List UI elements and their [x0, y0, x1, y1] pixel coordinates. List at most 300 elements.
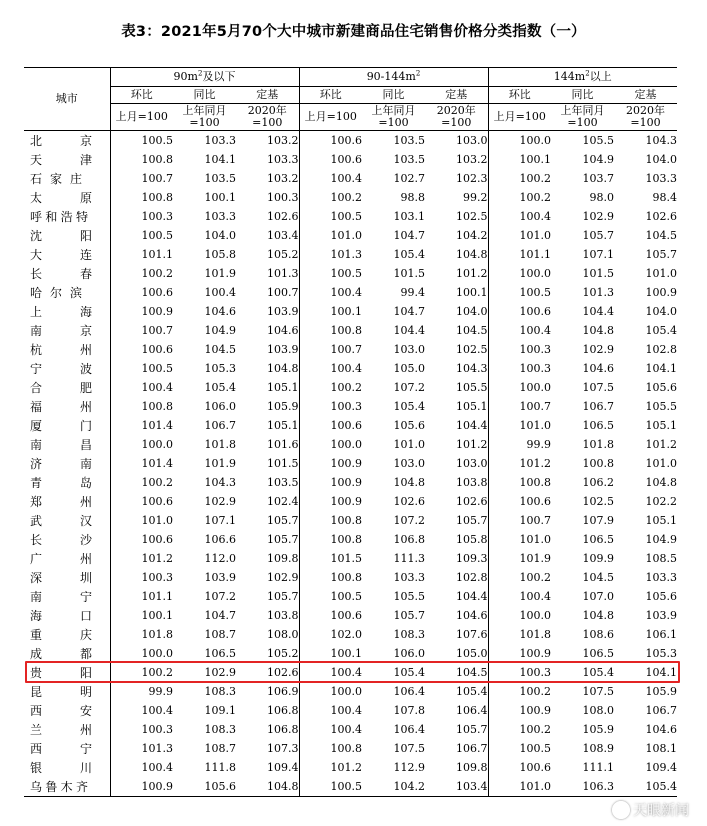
city-name: 乌鲁木齐	[24, 777, 110, 797]
city-name: 济南	[24, 454, 110, 473]
index-value: 98.0	[589, 191, 614, 204]
index-value: 103.0	[393, 343, 425, 356]
base-header-yoy: 上年同月 =100	[173, 104, 236, 131]
sub-header-mom: 环比	[110, 87, 173, 104]
index-value: 104.6	[236, 321, 299, 340]
table-row	[24, 530, 677, 549]
index-value: 102.5	[582, 495, 614, 508]
index-value: 104.8	[582, 324, 614, 337]
index-value: 104.0	[645, 153, 677, 166]
index-value: 105.7	[236, 530, 299, 549]
base-header-yoy: 上年同月 =100	[551, 104, 614, 131]
index-value: 105.4	[204, 381, 236, 394]
index-value: 103.2	[425, 150, 488, 169]
index-value: 103.3	[204, 134, 236, 147]
index-value: 105.7	[582, 229, 614, 242]
index-value: 100.0	[330, 685, 362, 698]
index-value: 104.9	[645, 533, 677, 546]
city-name: 郑州	[24, 492, 110, 511]
index-value: 102.9	[582, 343, 614, 356]
index-value: 101.0	[141, 514, 173, 527]
index-value: 100.8	[141, 400, 173, 413]
index-value: 106.4	[425, 701, 488, 720]
index-value: 100.6	[330, 134, 362, 147]
index-value: 105.8	[425, 530, 488, 549]
city-name: 天津	[24, 150, 110, 169]
index-value: 105.8	[204, 248, 236, 261]
index-value: 100.0	[141, 647, 173, 660]
index-value: 105.6	[645, 590, 677, 603]
index-value: 100.6	[330, 153, 362, 166]
index-value: 106.1	[645, 628, 677, 641]
city-name: 银川	[24, 758, 110, 777]
index-value: 106.8	[236, 720, 299, 739]
index-value: 100.4	[330, 172, 362, 185]
index-value: 101.0	[519, 229, 551, 242]
index-value: 105.2	[236, 245, 299, 264]
index-value: 106.9	[236, 682, 299, 701]
index-value: 100.4	[141, 761, 173, 774]
index-value: 111.3	[393, 552, 425, 565]
base-header-mom: 上月=100	[488, 104, 551, 131]
index-value: 100.9	[519, 647, 551, 660]
index-value: 100.9	[645, 286, 677, 299]
index-value: 105.3	[645, 647, 677, 660]
index-value: 104.8	[393, 476, 425, 489]
table-row	[24, 663, 677, 682]
index-value: 100.3	[519, 362, 551, 375]
index-value: 105.7	[425, 720, 488, 739]
index-value: 107.0	[582, 590, 614, 603]
table-row	[24, 188, 677, 207]
index-value: 100.1	[330, 647, 362, 660]
index-value: 107.9	[582, 514, 614, 527]
sub-header-mom: 环比	[299, 87, 362, 104]
index-value: 101.2	[425, 435, 488, 454]
index-value: 105.4	[645, 324, 677, 337]
index-value: 100.0	[519, 134, 551, 147]
sub-header-base: 定基	[236, 87, 299, 104]
index-value: 106.5	[582, 647, 614, 660]
index-value: 102.6	[236, 207, 299, 226]
index-value: 105.4	[393, 248, 425, 261]
index-value: 100.6	[519, 761, 551, 774]
index-value: 106.5	[582, 533, 614, 546]
index-value: 100.6	[141, 533, 173, 546]
index-value: 102.6	[645, 210, 677, 223]
index-value: 100.2	[141, 666, 173, 679]
index-value: 100.0	[519, 267, 551, 280]
city-name: 贵阳	[24, 663, 110, 682]
index-value: 100.4	[141, 704, 173, 717]
index-value: 100.8	[141, 191, 173, 204]
table-row	[24, 245, 677, 264]
index-value: 104.8	[582, 609, 614, 622]
index-value: 103.2	[236, 131, 299, 151]
index-value: 100.4	[330, 666, 362, 679]
index-value: 103.5	[393, 134, 425, 147]
index-value: 105.1	[236, 378, 299, 397]
index-value: 105.2	[236, 644, 299, 663]
index-value: 104.7	[393, 305, 425, 318]
city-name: 昆明	[24, 682, 110, 701]
index-value: 101.8	[582, 438, 614, 451]
index-value: 100.6	[519, 495, 551, 508]
index-value: 100.1	[330, 305, 362, 318]
index-value: 103.2	[236, 169, 299, 188]
index-value: 102.8	[645, 343, 677, 356]
index-value: 104.3	[425, 359, 488, 378]
index-value: 107.5	[582, 381, 614, 394]
index-value: 100.5	[330, 267, 362, 280]
index-value: 104.5	[425, 321, 488, 340]
index-value: 100.4	[330, 286, 362, 299]
index-value: 103.3	[645, 172, 677, 185]
city-name: 长沙	[24, 530, 110, 549]
index-value: 104.0	[425, 302, 488, 321]
sub-header-yoy: 同比	[173, 87, 236, 104]
table-row	[24, 606, 677, 625]
index-value: 109.3	[425, 549, 488, 568]
table-row	[24, 378, 677, 397]
index-value: 100.1	[204, 191, 236, 204]
index-value: 101.2	[141, 552, 173, 565]
index-value: 100.2	[519, 571, 551, 584]
index-value: 104.5	[645, 229, 677, 242]
index-value: 103.0	[393, 457, 425, 470]
index-value: 100.7	[141, 324, 173, 337]
index-value: 102.6	[425, 492, 488, 511]
table-row	[24, 720, 677, 739]
sub-header-yoy: 同比	[362, 87, 425, 104]
index-value: 100.2	[519, 172, 551, 185]
table-row	[24, 682, 677, 701]
index-value: 106.8	[393, 533, 425, 546]
index-value: 104.9	[582, 153, 614, 166]
index-value: 104.5	[204, 343, 236, 356]
index-value: 100.0	[330, 438, 362, 451]
index-value: 100.1	[519, 153, 551, 166]
index-value: 107.6	[425, 625, 488, 644]
index-value: 105.7	[645, 248, 677, 261]
index-value: 100.7	[236, 283, 299, 302]
table-row	[24, 302, 677, 321]
index-value: 100.1	[141, 609, 173, 622]
index-value: 100.2	[141, 267, 173, 280]
index-value: 100.0	[519, 609, 551, 622]
index-value: 103.4	[236, 226, 299, 245]
city-name: 呼和浩特	[24, 207, 110, 226]
index-value: 103.3	[393, 571, 425, 584]
city-name: 合肥	[24, 378, 110, 397]
index-value: 107.8	[393, 704, 425, 717]
index-value: 105.1	[645, 419, 677, 432]
index-value: 108.6	[582, 628, 614, 641]
index-value: 108.3	[393, 628, 425, 641]
index-value: 104.0	[645, 305, 677, 318]
index-value: 100.3	[519, 666, 551, 679]
index-value: 107.5	[393, 742, 425, 755]
index-value: 103.5	[393, 153, 425, 166]
index-value: 105.1	[645, 514, 677, 527]
index-value: 104.3	[645, 134, 677, 147]
index-value: 102.9	[582, 210, 614, 223]
index-value: 102.5	[425, 340, 488, 359]
index-value: 107.2	[393, 381, 425, 394]
index-value: 98.8	[400, 191, 425, 204]
city-name: 海口	[24, 606, 110, 625]
index-value: 103.3	[645, 571, 677, 584]
index-value: 100.2	[519, 685, 551, 698]
index-value: 105.1	[425, 397, 488, 416]
index-value: 101.2	[519, 457, 551, 470]
index-value: 104.0	[204, 229, 236, 242]
index-value: 101.3	[236, 264, 299, 283]
index-value: 107.5	[582, 685, 614, 698]
watermark	[612, 800, 689, 820]
index-value: 100.5	[330, 210, 362, 223]
city-name: 青岛	[24, 473, 110, 492]
index-value: 101.9	[204, 457, 236, 470]
index-value: 101.9	[519, 552, 551, 565]
index-value: 108.3	[204, 723, 236, 736]
index-value: 101.2	[330, 761, 362, 774]
index-value: 105.6	[645, 381, 677, 394]
index-value: 111.8	[204, 761, 236, 774]
index-value: 100.7	[141, 172, 173, 185]
index-value: 109.9	[582, 552, 614, 565]
index-value: 100.0	[141, 438, 173, 451]
index-value: 99.9	[148, 685, 173, 698]
city-name: 宁波	[24, 359, 110, 378]
index-value: 104.8	[236, 777, 299, 797]
index-value: 104.2	[393, 780, 425, 793]
city-name: 重庆	[24, 625, 110, 644]
index-value: 101.3	[330, 248, 362, 261]
index-value: 103.7	[582, 172, 614, 185]
index-value: 106.7	[425, 739, 488, 758]
index-value: 106.7	[645, 704, 677, 717]
index-value: 103.9	[645, 609, 677, 622]
index-value: 100.9	[519, 704, 551, 717]
index-value: 112.9	[393, 761, 425, 774]
index-value: 105.0	[425, 644, 488, 663]
table-title: 表3：2021年5月70个大中城市新建商品住宅销售价格分类指数（一）	[121, 24, 586, 40]
index-value: 103.0	[425, 131, 488, 151]
index-value: 100.2	[330, 381, 362, 394]
city-name: 长春	[24, 264, 110, 283]
index-value: 100.4	[330, 723, 362, 736]
table-row	[24, 283, 677, 302]
index-value: 105.9	[582, 723, 614, 736]
index-value: 103.1	[393, 210, 425, 223]
index-value: 108.7	[204, 628, 236, 641]
index-value: 100.0	[519, 381, 551, 394]
index-value: 105.5	[645, 400, 677, 413]
index-value: 104.9	[204, 324, 236, 337]
index-value: 100.9	[141, 305, 173, 318]
index-value: 101.5	[330, 552, 362, 565]
index-value: 101.0	[393, 438, 425, 451]
index-value: 105.6	[393, 419, 425, 432]
index-value: 102.9	[236, 568, 299, 587]
index-value: 104.4	[425, 416, 488, 435]
table-row	[24, 321, 677, 340]
index-value: 101.0	[645, 267, 677, 280]
index-value: 101.0	[645, 457, 677, 470]
index-value: 104.5	[582, 571, 614, 584]
city-name: 福州	[24, 397, 110, 416]
table-row	[24, 226, 677, 245]
table-row	[24, 549, 677, 568]
group-header-large: $144m^2$以上	[488, 68, 677, 87]
index-value: 100.6	[330, 419, 362, 432]
index-value: 105.0	[393, 362, 425, 375]
index-value: 101.1	[141, 248, 173, 261]
base-header-base: 2020年 =100	[614, 104, 677, 131]
table-row	[24, 511, 677, 530]
index-value: 101.0	[519, 780, 551, 793]
index-value: 100.7	[519, 514, 551, 527]
group-header-medium: $90-144m^2$	[299, 68, 488, 87]
index-value: 100.2	[519, 191, 551, 204]
index-value: 103.9	[236, 340, 299, 359]
index-value: 100.9	[330, 495, 362, 508]
index-value: 100.1	[425, 283, 488, 302]
index-value: 102.6	[393, 495, 425, 508]
index-value: 102.8	[425, 568, 488, 587]
index-value: 102.0	[330, 628, 362, 641]
index-value: 105.9	[236, 397, 299, 416]
index-value: 101.5	[236, 454, 299, 473]
index-value: 104.7	[393, 229, 425, 242]
index-value: 101.0	[519, 419, 551, 432]
index-value: 104.2	[425, 226, 488, 245]
index-value: 104.6	[425, 606, 488, 625]
table-row	[24, 131, 677, 151]
index-value: 100.2	[141, 476, 173, 489]
city-name: 北京	[24, 131, 110, 151]
index-value: 99.9	[526, 438, 551, 451]
index-value: 109.4	[645, 761, 677, 774]
city-name: 杭州	[24, 340, 110, 359]
table-row	[24, 739, 677, 758]
index-value: 103.8	[425, 473, 488, 492]
index-value: 101.4	[141, 419, 173, 432]
table-row	[24, 150, 677, 169]
index-value: 100.3	[519, 343, 551, 356]
index-value: 100.5	[519, 286, 551, 299]
index-value: 107.2	[393, 514, 425, 527]
city-name: 南昌	[24, 435, 110, 454]
index-value: 106.7	[582, 400, 614, 413]
index-value: 104.1	[645, 666, 677, 679]
index-value: 102.6	[236, 663, 299, 682]
watermark-text: 天眼新闻	[633, 803, 689, 819]
index-value: 102.9	[204, 666, 236, 679]
index-value: 100.5	[141, 134, 173, 147]
index-value: 100.6	[141, 495, 173, 508]
city-name: 哈尔滨	[24, 283, 110, 302]
table-row	[24, 340, 677, 359]
city-name: 广州	[24, 549, 110, 568]
index-value: 100.3	[330, 400, 362, 413]
index-value: 100.4	[519, 590, 551, 603]
index-value: 105.4	[425, 682, 488, 701]
index-value: 100.4	[519, 210, 551, 223]
index-value: 100.6	[519, 305, 551, 318]
group-header-small: $90m^2$及以下	[110, 68, 299, 87]
index-value: 104.4	[425, 587, 488, 606]
table-row	[24, 644, 677, 663]
index-value: 100.9	[330, 476, 362, 489]
city-name: 成都	[24, 644, 110, 663]
index-value: 101.3	[582, 286, 614, 299]
index-value: 107.2	[204, 590, 236, 603]
index-value: 101.4	[141, 457, 173, 470]
index-value: 101.2	[425, 264, 488, 283]
index-value: 100.8	[330, 742, 362, 755]
index-value: 103.3	[236, 150, 299, 169]
index-value: 100.8	[519, 476, 551, 489]
sub-header-mom: 环比	[488, 87, 551, 104]
index-value: 103.9	[236, 302, 299, 321]
table-row	[24, 492, 677, 511]
index-value: 104.1	[645, 362, 677, 375]
index-value: 100.9	[141, 780, 173, 793]
index-value: 100.4	[141, 381, 173, 394]
index-value: 106.3	[582, 780, 614, 793]
index-value: 105.6	[204, 780, 236, 793]
index-value: 105.4	[393, 666, 425, 679]
index-value: 101.8	[519, 628, 551, 641]
index-value: 112.0	[204, 552, 236, 565]
index-value: 101.1	[519, 248, 551, 261]
index-value: 105.4	[393, 400, 425, 413]
index-value: 106.7	[204, 419, 236, 432]
sub-header-yoy: 同比	[551, 87, 614, 104]
index-value: 106.5	[204, 647, 236, 660]
index-value: 111.1	[582, 761, 614, 774]
index-value: 108.9	[582, 742, 614, 755]
table-row	[24, 587, 677, 606]
base-header-base: 2020年 =100	[425, 104, 488, 131]
index-value: 109.4	[236, 758, 299, 777]
index-value: 102.5	[425, 207, 488, 226]
table-row	[24, 625, 677, 644]
index-value: 105.5	[393, 590, 425, 603]
index-value: 100.8	[330, 514, 362, 527]
index-value: 100.7	[330, 343, 362, 356]
index-value: 100.5	[330, 780, 362, 793]
index-value: 100.2	[519, 723, 551, 736]
index-value: 105.3	[204, 362, 236, 375]
city-name: 太原	[24, 188, 110, 207]
city-name: 武汉	[24, 511, 110, 530]
index-value: 100.5	[519, 742, 551, 755]
index-value: 104.4	[582, 305, 614, 318]
index-value: 107.1	[204, 514, 236, 527]
index-value: 102.2	[645, 495, 677, 508]
index-value: 101.1	[141, 590, 173, 603]
index-value: 106.6	[204, 533, 236, 546]
index-value: 104.7	[204, 609, 236, 622]
table-row	[24, 777, 677, 797]
index-value: 105.4	[582, 666, 614, 679]
index-value: 104.5	[425, 663, 488, 682]
city-name: 大连	[24, 245, 110, 264]
index-value: 105.5	[425, 378, 488, 397]
